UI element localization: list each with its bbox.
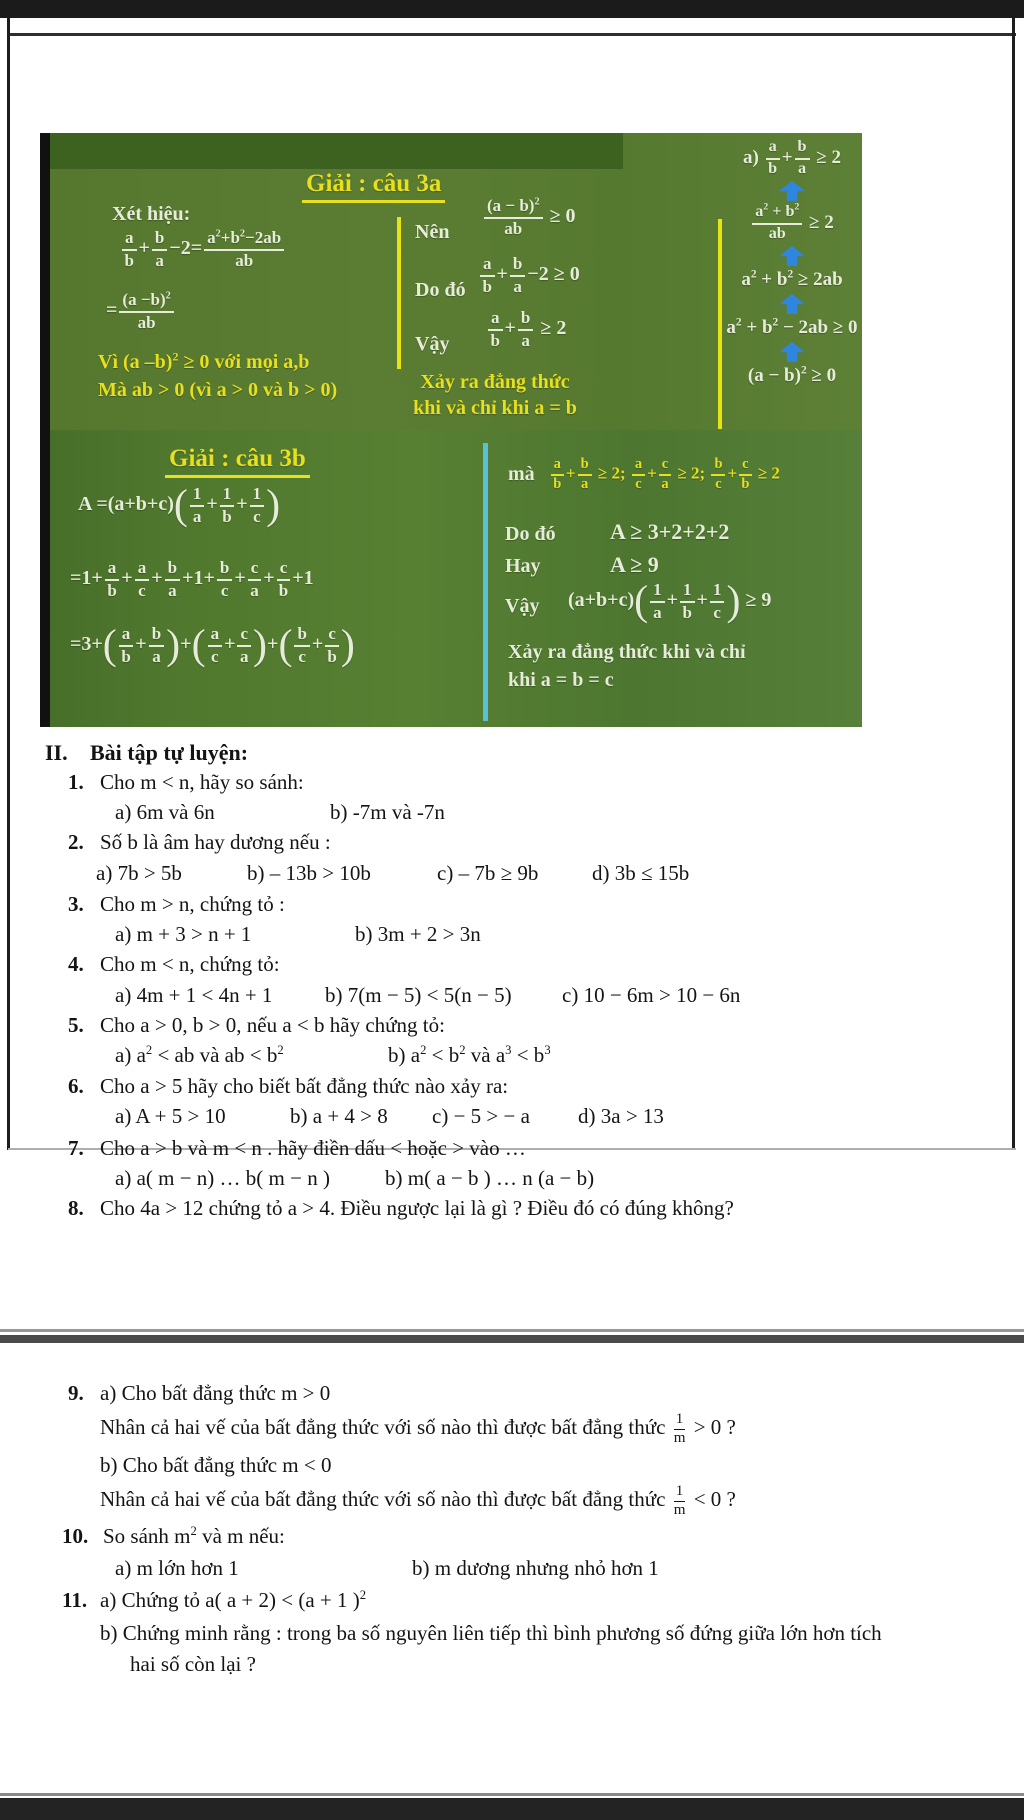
- item-number: 8.: [68, 1196, 84, 1220]
- equality-note-3b-line1: Xảy ra đẳng thức khi và chỉ: [508, 641, 746, 663]
- item-number: 10.: [62, 1524, 89, 1548]
- chain-step-3: $a^2 + b^2 \ge 2ab$: [741, 268, 843, 290]
- section-3b-title: Giải : câu 3b: [165, 445, 310, 478]
- exercise-item-9-line4: [0, 1484, 1010, 1518]
- option-b: b) – 13b > 10b: [247, 861, 371, 885]
- option-b: b) m( a − b ) … n (a − b): [385, 1166, 595, 1190]
- label-hay: Hay: [505, 555, 541, 577]
- option-a: a) m + 3 > n + 1: [115, 922, 252, 946]
- section-3a-title: Giải : câu 3a: [302, 170, 445, 203]
- option-a: a) $a^2$ < ab và ab < $b^2$: [115, 1043, 284, 1067]
- option-a: a) A + 5 > 10: [115, 1104, 226, 1128]
- heading-text: Bài tập tự luyện:: [90, 740, 249, 765]
- item-number: 9.: [68, 1381, 84, 1405]
- option-c: c) – 7b ≥ 9b: [437, 861, 539, 885]
- item-number: 2.: [68, 830, 84, 854]
- option-c: c) − 5 > − a: [432, 1104, 530, 1128]
- exercise-item-10: [0, 1524, 1010, 1558]
- item-text: Cho m < n, chứng tỏ:: [100, 952, 280, 976]
- formula-dodo: $\frac{a}{b}$ + $\frac{b}{a}$ −2 ≥ 0: [478, 255, 580, 296]
- exercise-item-1: [0, 770, 1010, 804]
- item-text: Nhân cả hai vế của bất đẳng thức với số nào thì được bất đẳng thức $\frac{1}{m}$ < 0 ?: [100, 1483, 736, 1518]
- equality-note-3b-line2: khi a = b = c: [508, 669, 614, 691]
- exercise-item-9: [0, 1381, 1010, 1415]
- exercise-options-2: [0, 861, 1010, 895]
- formula-vay: $\frac{a}{b}$ + $\frac{b}{a}$ ≥ 2: [486, 309, 566, 350]
- note-ma: Mà ab > 0 (vì a > 0 và b > 0): [98, 379, 338, 401]
- item-text: Cho 4a > 12 chứng tỏ a > 4. Điều ngược lại là gì ? Điều đó có đúng không?: [100, 1196, 734, 1220]
- label-vay: Vậy: [415, 333, 450, 355]
- exercise-options-3: [0, 922, 1010, 956]
- exercise-item-6: [0, 1074, 1010, 1108]
- label-dodo: Do đó: [415, 279, 466, 301]
- exercise-item-5: [0, 1013, 1010, 1047]
- label-nen: Nên: [415, 221, 450, 243]
- item-number: 5.: [68, 1013, 84, 1037]
- option-b: b) m dương nhưng nhỏ hơn 1: [412, 1556, 659, 1580]
- formula-3b-left-2: =1+ $\frac{a}{b}$ + $\frac{a}{c}$ + $\frac{b}{a}$ +1+ $\frac{b}{c}$ + $\frac{c}{a}$ + $\frac{c}{b}$ +1: [70, 558, 314, 600]
- item-text: Nhân cả hai vế của bất đẳng thức với số nào thì được bất đẳng thức $\frac{1}{m}$ > 0 ?: [100, 1411, 736, 1446]
- option-a: a) 4m + 1 < 4n + 1: [115, 983, 273, 1007]
- item-number: 7.: [68, 1136, 84, 1160]
- label-dodo-3b: Do đó: [505, 523, 556, 545]
- exercise-options-5: [0, 1043, 1010, 1077]
- exercise-item-8: [0, 1196, 1010, 1230]
- item-text: Cho m < n, hãy so sánh:: [100, 770, 304, 794]
- equality-note-line1: Xảy ra đẳng thức: [420, 371, 570, 393]
- formula-hay: A ≥ 9: [610, 552, 659, 577]
- option-a: a) m lớn hơn 1: [115, 1556, 239, 1580]
- exercise-item-7: [0, 1136, 1010, 1170]
- option-c: c) 10 − 6m > 10 − 6n: [562, 983, 741, 1007]
- chain-step-5: $(a - b)^2 \ge 0$: [747, 364, 837, 386]
- option-d: d) 3a > 13: [578, 1104, 664, 1128]
- formula-3b-left-1: A =(a+b+c)( $\frac{1}{a}$ + $\frac{1}{b}$ + $\frac{1}{c}$ ): [78, 482, 281, 529]
- item-text: Cho m > n, chứng tỏ :: [100, 892, 285, 916]
- chain-inequalities: $\frac{a}{b}$ + $\frac{b}{a}$ ≥ 2; $\frac{a}{c}$ + $\frac{c}{a}$ ≥ 2; $\frac{b}{c}$ + $\frac{c}{b}$ ≥ 2: [549, 457, 780, 492]
- item-text: a) Chứng tỏ a( a + 2) < (a + 1 )$^2$: [100, 1588, 367, 1612]
- exercise-options-6: [0, 1104, 1010, 1138]
- exercise-item-2: [0, 830, 1010, 864]
- exercise-item-11-line3: [0, 1652, 1010, 1686]
- formula-3a-left-1: $\frac{a}{b}$ + $\frac{b}{a}$ −2= $\frac{a^2+b^2-2ab}{ab}$: [120, 229, 286, 270]
- item-text: hai số còn lại ?: [130, 1652, 256, 1676]
- item-number: 11.: [62, 1588, 88, 1612]
- item-text: b) Chứng minh rằng : trong ba số nguyên liên tiếp thì bình phương số đứng giữa lớn hơn tích: [100, 1621, 882, 1645]
- option-b: b) 7(m − 5) < 5(n − 5): [325, 983, 512, 1007]
- exercise-item-9-line2: [0, 1412, 1010, 1446]
- item-number: 3.: [68, 892, 84, 916]
- formula-nen: $\frac{(a - b)^2}{ab}$ ≥ 0: [482, 197, 576, 238]
- exercise-options-4: [0, 983, 1010, 1017]
- option-b: b) $a^2 < b^2$ và $a^3 < b^3$: [388, 1043, 551, 1067]
- option-a: a) 6m và 6n: [115, 800, 215, 824]
- formula-3a-left-2: = $\frac{(a -b)^2}{ab}$: [106, 291, 176, 332]
- equality-note-line2: khi và chỉ khi a = b: [413, 397, 577, 419]
- item-number: 4.: [68, 952, 84, 976]
- item-number: 6.: [68, 1074, 84, 1098]
- formula-dodo-3b: A ≥ 3+2+2+2: [610, 519, 730, 544]
- exercise-item-3: [0, 892, 1010, 926]
- option-b: b) a + 4 > 8: [290, 1104, 388, 1128]
- option-d: d) 3b ≤ 15b: [592, 861, 690, 885]
- label-ma: mà: [508, 463, 535, 486]
- note-vi: Vì (a –b)$^2$ ≥ 0 với mọi a,b: [98, 349, 310, 373]
- exercise-item-4: [0, 952, 1010, 986]
- item-text: b) Cho bất đẳng thức m < 0: [100, 1453, 332, 1477]
- item-text: Cho a > 5 hãy cho biết bất đẳng thức nào xảy ra:: [100, 1074, 509, 1098]
- exercises-heading: [0, 740, 1010, 774]
- exercise-options-7: [0, 1166, 1010, 1200]
- label-vay-3b: Vậy: [505, 595, 540, 617]
- chain-step-2: $\frac{a^2 + b^2}{ab}$ ≥ 2: [750, 204, 833, 243]
- exercise-options-1: [0, 800, 1010, 834]
- heading-number: II.: [45, 740, 68, 765]
- exercise-item-11: [0, 1588, 1010, 1622]
- item-text: So sánh $m^2$ và m nếu:: [103, 1524, 285, 1548]
- exercise-options-10: [0, 1556, 1010, 1590]
- option-a: a) 7b > 5b: [96, 861, 182, 885]
- option-b: b) -7m và -7n: [330, 800, 445, 824]
- xet-hieu-label: Xét hiệu:: [112, 203, 191, 225]
- formula-3b-left-3: =3+( $\frac{a}{b}$ + $\frac{b}{a}$ )+( $\frac{a}{c}$ + $\frac{c}{a}$ )+( $\frac{b}{c}$ + $\frac{c}{b}$ ): [70, 622, 355, 669]
- item-text: Cho a > 0, b > 0, nếu a < b hãy chứng tỏ:: [100, 1013, 445, 1037]
- item-text: a) Cho bất đẳng thức m > 0: [100, 1381, 331, 1405]
- chain-step-4: $a^2 + b^2 - 2ab \ge 0$: [726, 316, 858, 338]
- exercise-item-9-line3: [0, 1453, 1010, 1487]
- chain-step-1: a) $\frac{a}{b}$ + $\frac{b}{a}$ ≥ 2: [743, 138, 841, 177]
- formula-vay-3b: (a+b+c)( $\frac{1}{a}$ + $\frac{1}{b}$ + $\frac{1}{c}$ ) ≥ 9: [568, 578, 772, 625]
- exercise-item-11-line2: [0, 1621, 1010, 1655]
- option-a: a) a( m − n) … b( m − n ): [115, 1166, 330, 1190]
- option-b: b) 3m + 2 > 3n: [355, 922, 481, 946]
- item-number: 1.: [68, 770, 84, 794]
- item-text: Cho a > b và m < n . hãy điền dấu < hoặc > vào …: [100, 1136, 526, 1160]
- item-text: Số b là âm hay dương nếu :: [100, 830, 331, 854]
